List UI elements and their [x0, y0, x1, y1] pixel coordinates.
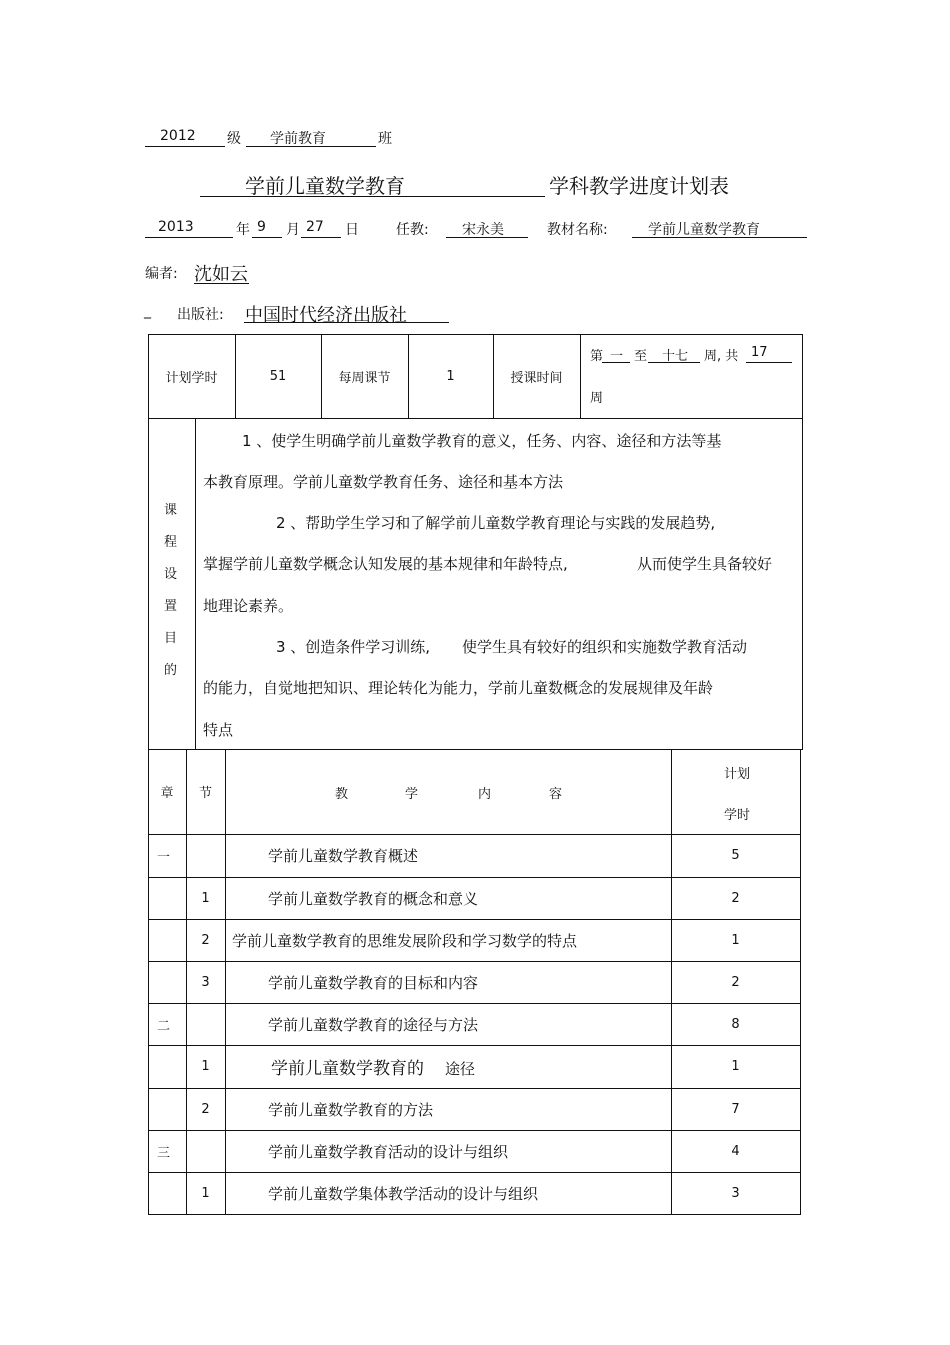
row-chapter	[148, 877, 186, 919]
table-border	[148, 1214, 801, 1215]
date-month: 9	[257, 219, 266, 235]
publisher-name: 中国时代经济出版社	[245, 305, 407, 326]
underline	[602, 362, 630, 363]
row-section	[186, 1130, 225, 1172]
editor-name: 沈如云	[194, 264, 248, 285]
weekly-sessions-value: 1	[446, 368, 455, 384]
row-chapter: 三	[157, 1145, 171, 1161]
row-chapter	[148, 919, 186, 961]
underline	[648, 362, 700, 363]
row-section: 2	[201, 932, 210, 948]
table-border	[225, 749, 226, 1215]
purpose-label-char: 目	[164, 631, 178, 646]
row-content: 学前儿童数学教育的目标和内容	[268, 973, 479, 992]
row-section: 1	[201, 1185, 210, 1201]
content-header-char: 容	[549, 787, 563, 802]
teacher-label: 任教:	[396, 222, 429, 238]
row-chapter	[148, 1045, 186, 1088]
purpose-label-char: 的	[164, 663, 178, 678]
purpose-line: 掌握学前儿童数学概念认知发展的基本规律和年龄特点,	[203, 555, 568, 573]
teacher-name: 宋永美	[462, 222, 504, 238]
row-content: 学前儿童数学教育的思维发展阶段和学习数学的特点	[232, 931, 578, 950]
week-prefix: 第	[590, 349, 604, 364]
table-border	[195, 418, 196, 749]
purpose-label-char: 程	[164, 535, 178, 550]
row-section: 1	[201, 890, 210, 906]
date-year: 2013	[158, 219, 194, 235]
dash-mark: _	[144, 303, 151, 319]
row-content: 学前儿童数学教育的途径与方法	[268, 1015, 479, 1034]
row-chapter	[148, 1172, 186, 1214]
purpose-line: 特点	[203, 721, 234, 739]
row-content: 学前儿童数学教育的	[271, 1059, 424, 1079]
row-content-extra: 途径	[445, 1060, 476, 1078]
textbook-name: 学前儿童数学教育	[648, 222, 760, 238]
hours-header-line1: 计划	[724, 767, 751, 782]
underline	[145, 146, 225, 147]
underline	[746, 362, 792, 363]
grade-label: 级	[227, 131, 241, 147]
underline	[244, 322, 449, 323]
purpose-line: 本教育原理。学前儿童数学教育任务、途径和基本方法	[203, 473, 564, 491]
content-header-char: 学	[405, 787, 419, 802]
teaching-time-label: 授课时间	[510, 370, 563, 386]
content-header-char: 内	[478, 787, 492, 802]
row-section: 1	[201, 1059, 210, 1074]
purpose-line: 从而使学生具备较好	[637, 555, 773, 573]
section-header: 节	[198, 786, 212, 801]
row-hours: 5	[731, 848, 740, 863]
row-content: 学前儿童数学集体教学活动的设计与组织	[268, 1184, 539, 1203]
row-hours: 8	[731, 1016, 740, 1032]
purpose-label-char: 课	[164, 503, 178, 518]
underline	[200, 196, 545, 197]
underline	[632, 237, 807, 238]
row-content: 学前儿童数学教育的概念和意义	[268, 889, 479, 908]
purpose-label-char: 设	[164, 567, 178, 582]
row-content: 学前儿童数学教育的方法	[268, 1100, 434, 1119]
week-from: 一	[610, 349, 624, 364]
row-chapter	[148, 961, 186, 1003]
purpose-label-char: 置	[164, 599, 178, 614]
purpose-line: 2 、帮助学生学习和了解学前儿童数学教育理论与实践的发展趋势,	[276, 514, 716, 532]
purpose-line: 的能力，自觉地把知识、理论转化为能力，学前儿童数概念的发展规律及年龄	[203, 679, 714, 697]
row-section: 2	[201, 1101, 210, 1117]
underline	[194, 283, 249, 284]
row-content: 学前儿童数学教育概述	[268, 847, 419, 865]
table-border	[580, 334, 581, 418]
row-section	[186, 834, 225, 877]
date-day: 27	[306, 219, 324, 235]
underline	[246, 146, 376, 147]
purpose-line: 使学生具有较好的组织和实施数学教育活动	[462, 638, 748, 656]
hours-header-line2: 学时	[724, 808, 751, 823]
purpose-line: 3 、创造条件学习训练,	[276, 638, 431, 656]
chapter-header: 章	[160, 786, 174, 801]
row-section	[186, 1003, 225, 1045]
table-border	[148, 418, 803, 419]
editor-label: 编者:	[145, 266, 178, 282]
purpose-line: 1 、使学生明确学前儿童数学教育的意义，任务、内容、途径和方法等基	[242, 432, 722, 450]
table-border	[148, 749, 803, 750]
row-section: 3	[201, 974, 210, 990]
publisher-label: 出版社:	[177, 307, 224, 323]
row-chapter	[148, 1088, 186, 1130]
year-label: 年	[236, 222, 250, 238]
class-year: 2012	[160, 128, 196, 144]
weekly-sessions-label: 每周课节	[338, 370, 391, 386]
underline	[301, 237, 341, 238]
purpose-line: 地理论素养。	[203, 597, 294, 615]
month-label: 月	[286, 222, 300, 238]
row-chapter: 二	[157, 1018, 171, 1034]
title-subject: 学前儿童数学教育	[245, 174, 405, 198]
week-to-label: 至	[634, 349, 648, 364]
class-label: 班	[378, 131, 392, 147]
week-to: 十七	[662, 349, 689, 364]
week-total-label: 周, 共	[704, 349, 739, 364]
row-content: 学前儿童数学教育活动的设计与组织	[268, 1142, 509, 1161]
week-total: 17	[751, 345, 768, 360]
underline	[252, 237, 282, 238]
day-label: 日	[345, 222, 359, 238]
textbook-label: 教材名称:	[547, 222, 608, 238]
row-hours: 1	[731, 932, 740, 948]
underline	[145, 237, 233, 238]
row-hours: 7	[731, 1101, 740, 1117]
week-unit: 周	[590, 391, 604, 406]
row-hours: 1	[731, 1059, 740, 1074]
planned-hours-label: 计划学时	[165, 370, 218, 386]
schedule-table	[148, 334, 803, 1215]
table-border	[802, 334, 803, 749]
row-hours: 3	[731, 1185, 740, 1201]
row-hours: 4	[731, 1143, 740, 1159]
row-hours: 2	[731, 890, 740, 906]
title-suffix: 学科教学进度计划表	[549, 174, 729, 198]
row-chapter: 一	[157, 850, 171, 865]
content-header-char: 教	[335, 787, 349, 802]
table-border	[800, 749, 801, 1215]
planned-hours-value: 51	[269, 368, 287, 384]
underline	[446, 237, 528, 238]
row-hours: 2	[731, 974, 740, 990]
major-name: 学前教育	[270, 131, 326, 147]
